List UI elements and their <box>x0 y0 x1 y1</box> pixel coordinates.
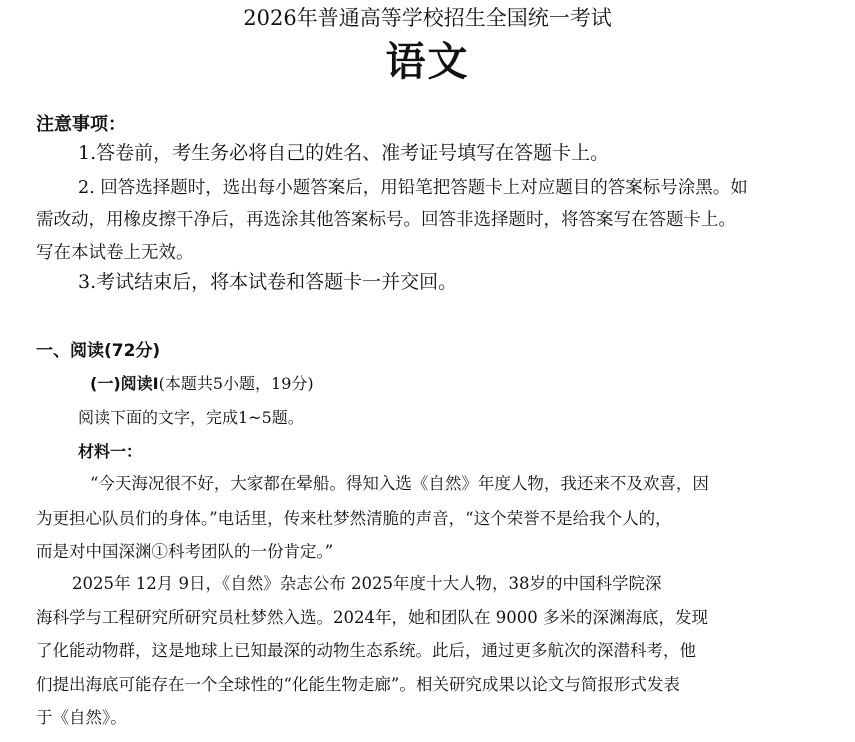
reading-instruction: 阅读下面的文字，完成1~5题。 <box>78 408 304 427</box>
notice-item-2-line-2: 需改动，用橡皮擦干净后，再选涂其他答案标号。回答非选择题时，将答案写在答题卡上。 <box>36 210 736 230</box>
material-paragraph-2-line-4: 们提出海底可能存在一个全球性的“化能生物走廊”。相关研究成果以论文与简报形式发表 <box>36 675 680 694</box>
material-paragraph-2-line-3: 了化能动物群，这是地球上已知最深的动物生态系统。此后，通过更多航次的深潜科考，他 <box>36 641 696 660</box>
material-paragraph-2-line-1: 2025年 12月 9日，《自然》杂志公布 2025年度十大人物，38岁的中国科学院深 <box>72 574 662 593</box>
notice-item-1: 1.答卷前，考生务必将自己的姓名、准考证号填写在答题卡上。 <box>78 142 610 164</box>
sub-section-heading <box>90 376 314 392</box>
material-paragraph-2-line-2: 海科学与工程研究所研究员杜梦然入选。2024年，她和团队在 9000 多米的深渊海底，发现 <box>36 608 708 627</box>
section-heading: 一、阅读(72分) <box>36 341 161 361</box>
material-paragraph-1-line-1: “今天海况很不好，大家都在晕船。得知入选《自然》年度人物，我还来不及欢喜，因 <box>90 474 709 493</box>
exam-title: 2026年普通高等学校招生全国统一考试 <box>243 6 612 30</box>
subject-title: 语文 <box>385 39 470 85</box>
notice-heading: 注意事项： <box>36 114 126 135</box>
sub-section-points: (本题共5小题，19分) <box>158 374 314 393</box>
notice-item-2-line-3: 写在本试卷上无效。 <box>36 243 194 263</box>
notice-item-3: 3.考试结束后，将本试卷和答题卡一并交回。 <box>78 271 458 293</box>
sub-section-title: (一)阅读Ⅰ <box>90 374 159 393</box>
material-heading: 材料一： <box>78 442 143 461</box>
material-paragraph-1-line-2: 为更担心队员们的身体。”电话里，传来杜梦然清脆的声音，“这个荣誉不是给我个人的， <box>36 509 672 528</box>
material-paragraph-1-line-3: 而是对中国深渊①科考团队的一份肯定。” <box>36 542 334 561</box>
material-paragraph-2-line-5: 于《自然》。 <box>36 708 127 727</box>
notice-item-2-line-1: 2. 回答选择题时，选出每小题答案后，用铅笔把答题卡上对应题目的答案标号涂黑。如 <box>78 178 748 198</box>
